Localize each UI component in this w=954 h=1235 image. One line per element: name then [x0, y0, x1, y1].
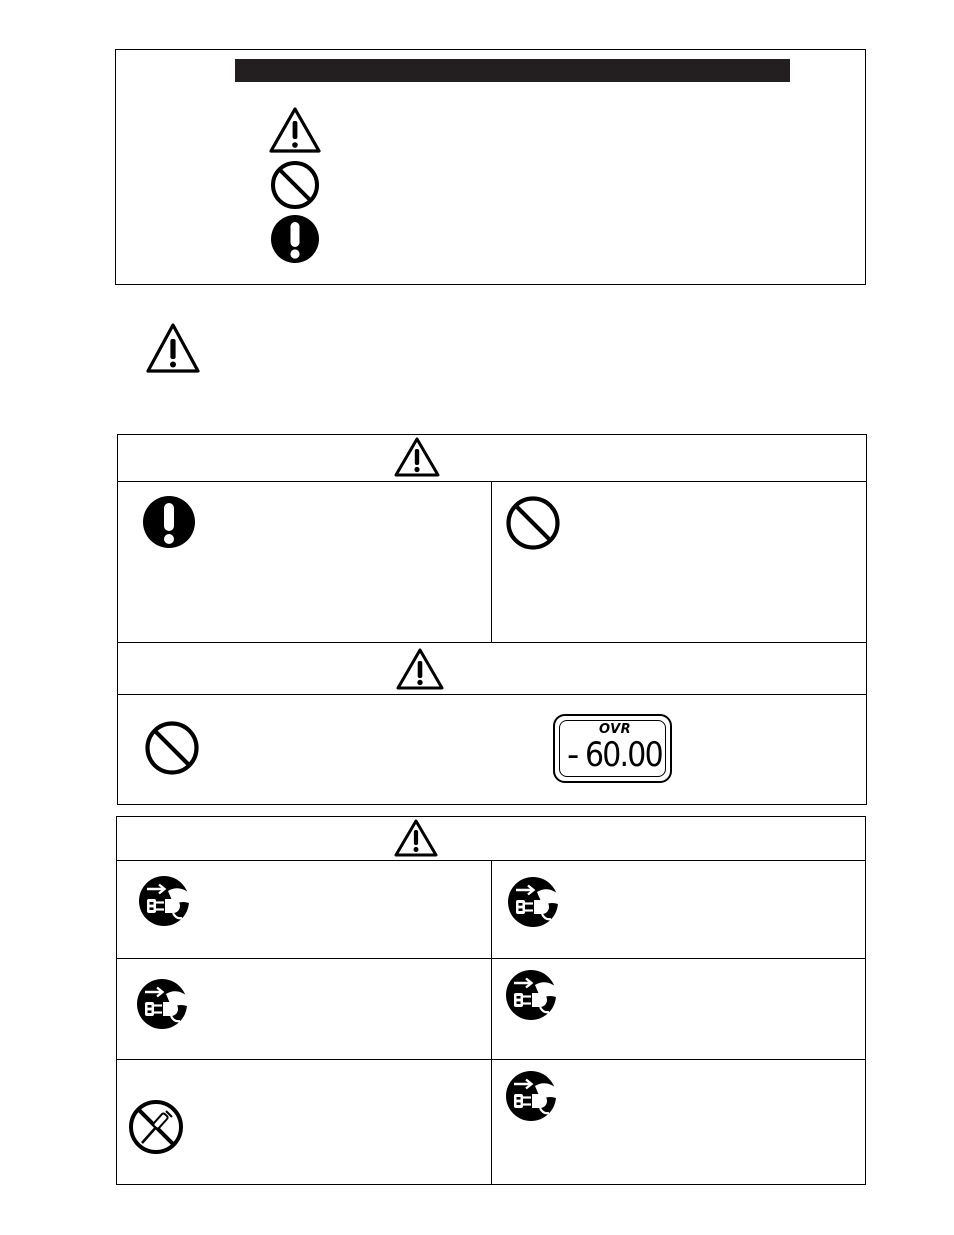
table-divider [117, 642, 867, 643]
legend-header-bar [235, 59, 790, 82]
lcd-value: 60.00 [585, 735, 662, 775]
mandatory-action-icon [141, 494, 197, 550]
prohibition-icon [144, 720, 200, 776]
table-divider [491, 481, 492, 642]
unplug-icon [136, 978, 188, 1030]
warning-triangle-icon [393, 818, 439, 858]
legend-box [115, 49, 866, 285]
lcd-display [553, 714, 672, 783]
warning-triangle-icon [145, 322, 201, 374]
warning-triangle-icon [395, 647, 445, 691]
warning-triangle-icon [268, 106, 322, 154]
table-divider [116, 958, 866, 959]
table-divider [116, 1059, 866, 1060]
table-divider [117, 481, 867, 482]
prohibition-icon [270, 160, 320, 210]
mandatory-action-icon [270, 213, 320, 265]
unplug-icon [138, 875, 190, 927]
unplug-icon [507, 876, 559, 928]
warning-triangle-icon [393, 436, 441, 478]
table-divider [117, 694, 867, 695]
lcd-sign: - [567, 735, 580, 775]
table-divider [491, 860, 492, 1185]
warning-caution-table [117, 434, 867, 805]
prohibition-icon [505, 495, 561, 551]
no-disassembly-icon [128, 1099, 184, 1155]
unplug-icon [505, 969, 557, 1021]
lcd-indicator: OVR [599, 722, 632, 737]
unplug-icon [505, 1070, 557, 1122]
